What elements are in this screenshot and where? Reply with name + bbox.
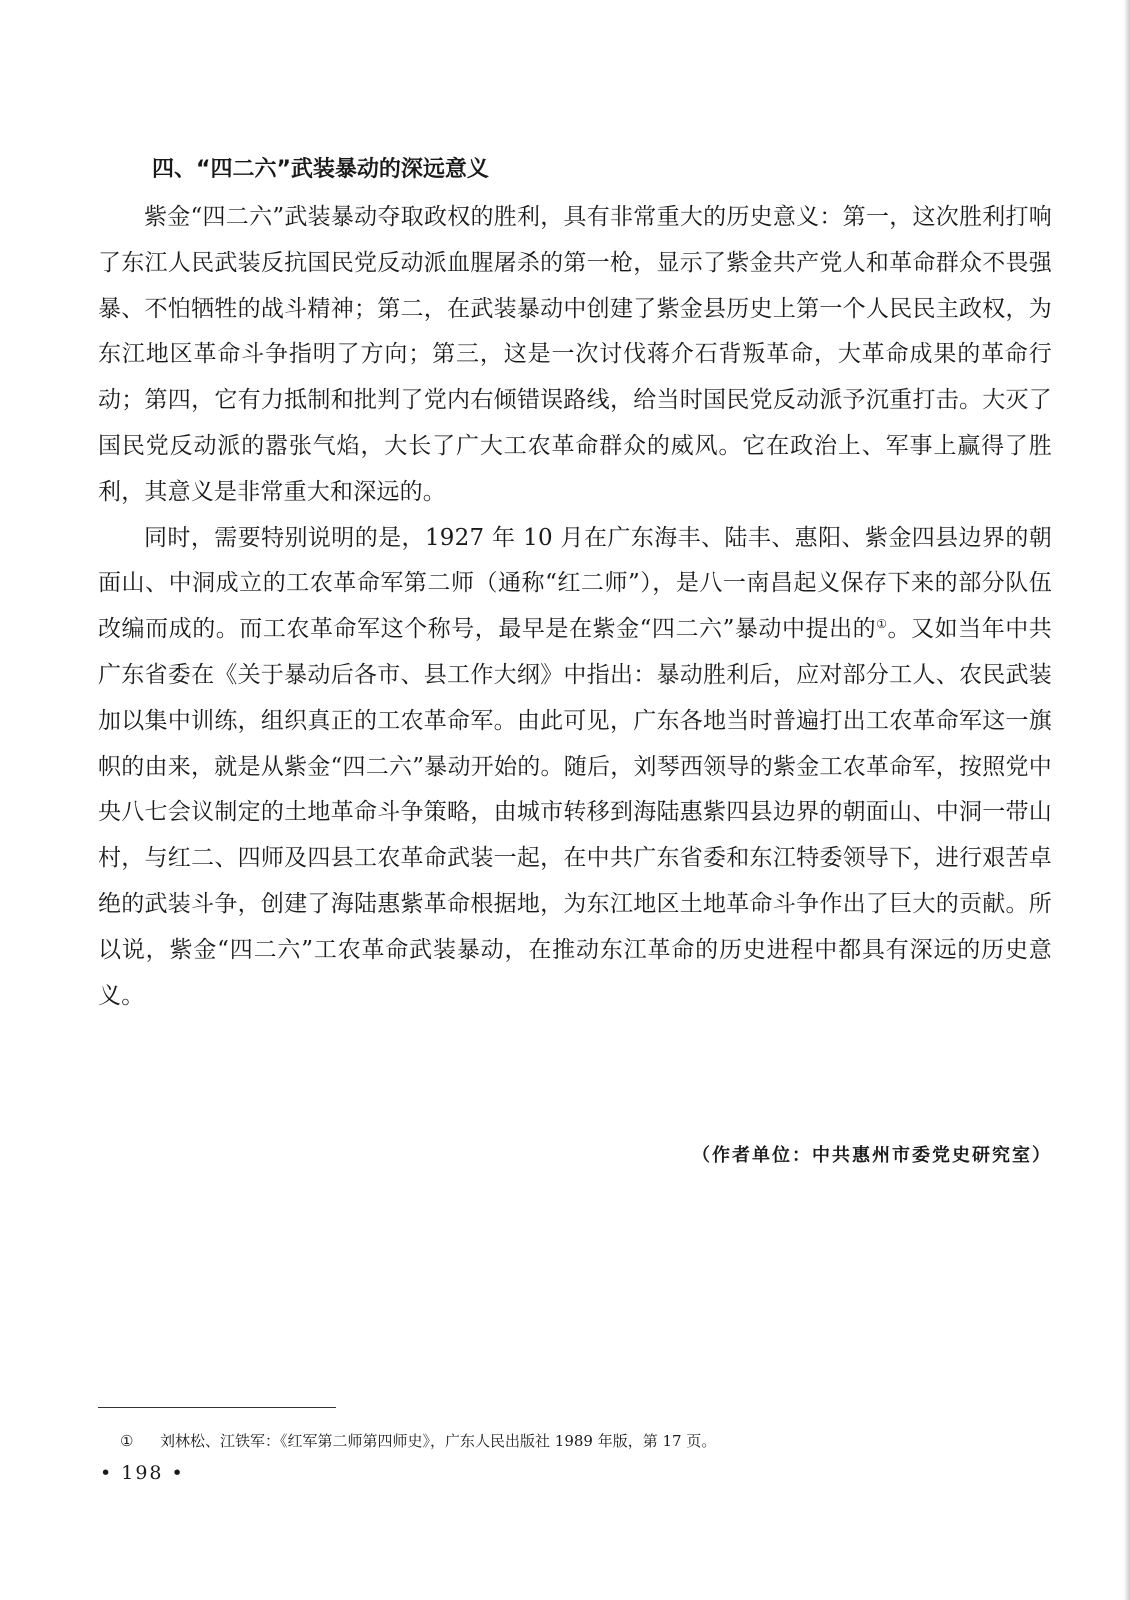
footnote-mark: ① (120, 1432, 134, 1450)
section-heading: 四、“四二六”武装暴动的深远意义 (152, 157, 489, 182)
paragraph-2 (98, 516, 1052, 1020)
page-number: • 198 • (100, 1462, 185, 1484)
page-edge-shadow (1124, 0, 1130, 1600)
author-affiliation: （作者单位：中共惠州市委党史研究室） (692, 1145, 1052, 1166)
footnote-text: 刘林松、江铁军：《红军第二师第四师史》，广东人民出版社 1989 年版，第 17 页。 (160, 1432, 717, 1450)
paragraph-2-text-b: 。又如当年中共广东省委在《关于暴动后各市、县工作大纲》中指出：暴动胜利后，应对部分工人、农民武装加以集中训练，组织真正的工农革命军。由此可见，广东各地当时普遍打出工农革命军这一旗帜的由来，就是从紫金“四二六”暴动开始的。随后，刘琴西领导的紫金工农革命军，按照党中央八七会议制定的土地革命斗争策略，由城市转移到海陆惠紫四县边界的朝面山、中洞一带山村，与红二、四师及四县工农革命武装一起，在中共广东省委和东江特委领导下，进行艰苦卓绝的武装斗争，创建了海陆惠紫革命根据地，为东江地区土地革命斗争作出了巨大的贡献。所以说，紫金“四二六”工农革命武装暴动，在推动东江革命的历史进程中都具有深远的历史意义。 (98, 616, 1052, 1009)
paragraph-2-text-a: 同时，需要特别说明的是，1927 年 10 月在广东海丰、陆丰、惠阳、紫金四县边界的朝面山、中洞成立的工农革命军第二师（通称“红二师”），是八一南昌起义保存下来的部分队伍改编而成的。而工农革命军这个称号，最早是在紫金“四二六”暴动中提出的 (98, 524, 1052, 643)
body-text (98, 195, 1052, 1019)
footnote-divider (98, 1407, 336, 1408)
footnote-reference[interactable]: ① (876, 617, 888, 632)
paragraph-1: 紫金“四二六”武装暴动夺取政权的胜利，具有非常重大的历史意义：第一，这次胜利打响了东江人民武装反抗国民党反动派血腥屠杀的第一枪，显示了紫金共产党人和革命群众不畏强暴、不怕牺牲的战斗精神；第二，在武装暴动中创建了紫金县历史上第一个人民民主政权，为东江地区革命斗争指明了方向；第三，这是一次讨伐蒋介石背叛革命，大革命成果的革命行动；第四，它有力抵制和批判了党内右倾错误路线，给当时国民党反动派予沉重打击。大灭了国民党反动派的嚣张气焰，大长了广大工农革命群众的威风。它在政治上、军事上赢得了胜利，其意义是非常重大和深远的。 (98, 204, 1052, 505)
footnote (120, 1430, 716, 1452)
